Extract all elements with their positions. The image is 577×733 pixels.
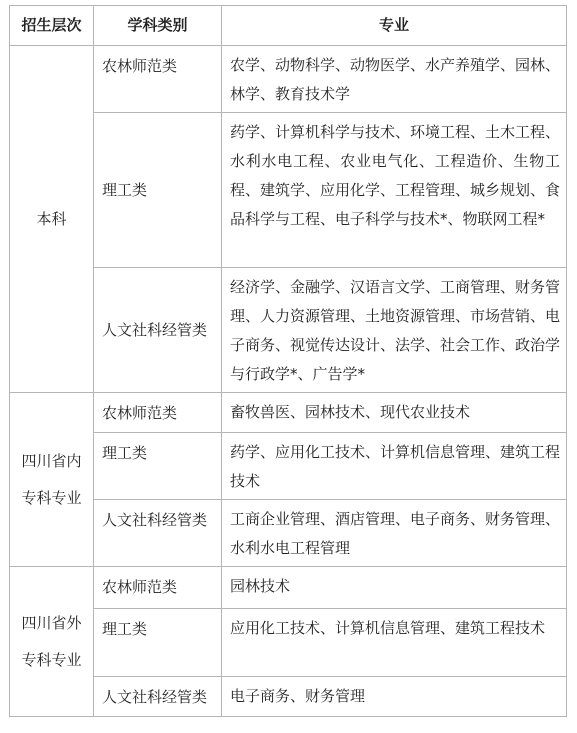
category-cell: 人文社科经管类	[94, 677, 222, 717]
table-row	[10, 46, 567, 113]
majors-cell: 农学、动物科学、动物医学、水产养殖学、园林、林学、教育技术学	[222, 46, 567, 113]
table-row	[10, 393, 567, 433]
category-cell: 理工类	[94, 609, 222, 677]
level-label-line: 四川省外	[21, 613, 82, 632]
majors-cell: 应用化工技术、计算机信息管理、建筑工程技术	[222, 609, 567, 677]
category-cell: 农林师范类	[94, 567, 222, 609]
table-row	[10, 433, 567, 500]
category-cell: 人文社科经管类	[94, 268, 222, 393]
category-cell: 理工类	[94, 113, 222, 268]
level-label: 本科	[36, 209, 67, 228]
majors-cell: 经济学、金融学、汉语言文学、工商管理、财务管理、人力资源管理、土地资源管理、市场营销、电子商务、视觉传达设计、法学、社会工作、政治学与行政学*、广告学*	[222, 268, 567, 393]
majors-cell: 园林技术	[222, 567, 567, 609]
level-cell-in-province	[10, 393, 94, 567]
enrollment-table	[9, 5, 567, 717]
header-category: 学科类别	[94, 6, 222, 46]
header-row	[10, 6, 567, 46]
category-cell: 农林师范类	[94, 46, 222, 113]
majors-cell: 工商企业管理、酒店管理、电子商务、财务管理、水利水电工程管理	[222, 500, 567, 567]
category-cell: 农林师范类	[94, 393, 222, 433]
level-cell-undergrad	[10, 46, 94, 393]
table-row	[10, 677, 567, 717]
table-row	[10, 113, 567, 268]
level-label-line: 专科专业	[21, 488, 82, 507]
majors-cell: 药学、应用化工技术、计算机信息管理、建筑工程技术	[222, 433, 567, 500]
majors-cell: 药学、计算机科学与技术、环境工程、土木工程、水利水电工程、农业电气化、工程造价、生物工程、建筑学、应用化学、工程管理、城乡规划、食品科学与工程、电子科学与技术*、物联网工程*	[222, 113, 567, 268]
category-cell: 理工类	[94, 433, 222, 500]
category-cell: 人文社科经管类	[94, 500, 222, 567]
majors-cell: 畜牧兽医、园林技术、现代农业技术	[222, 393, 567, 433]
table-row	[10, 500, 567, 567]
table-row	[10, 609, 567, 677]
table-row	[10, 268, 567, 393]
majors-cell: 电子商务、财务管理	[222, 677, 567, 717]
table-row	[10, 567, 567, 609]
level-label-line: 专科专业	[21, 650, 82, 669]
header-major: 专业	[222, 6, 567, 46]
header-level: 招生层次	[10, 6, 94, 46]
level-label-line: 四川省内	[21, 451, 82, 470]
level-cell-out-province	[10, 567, 94, 717]
